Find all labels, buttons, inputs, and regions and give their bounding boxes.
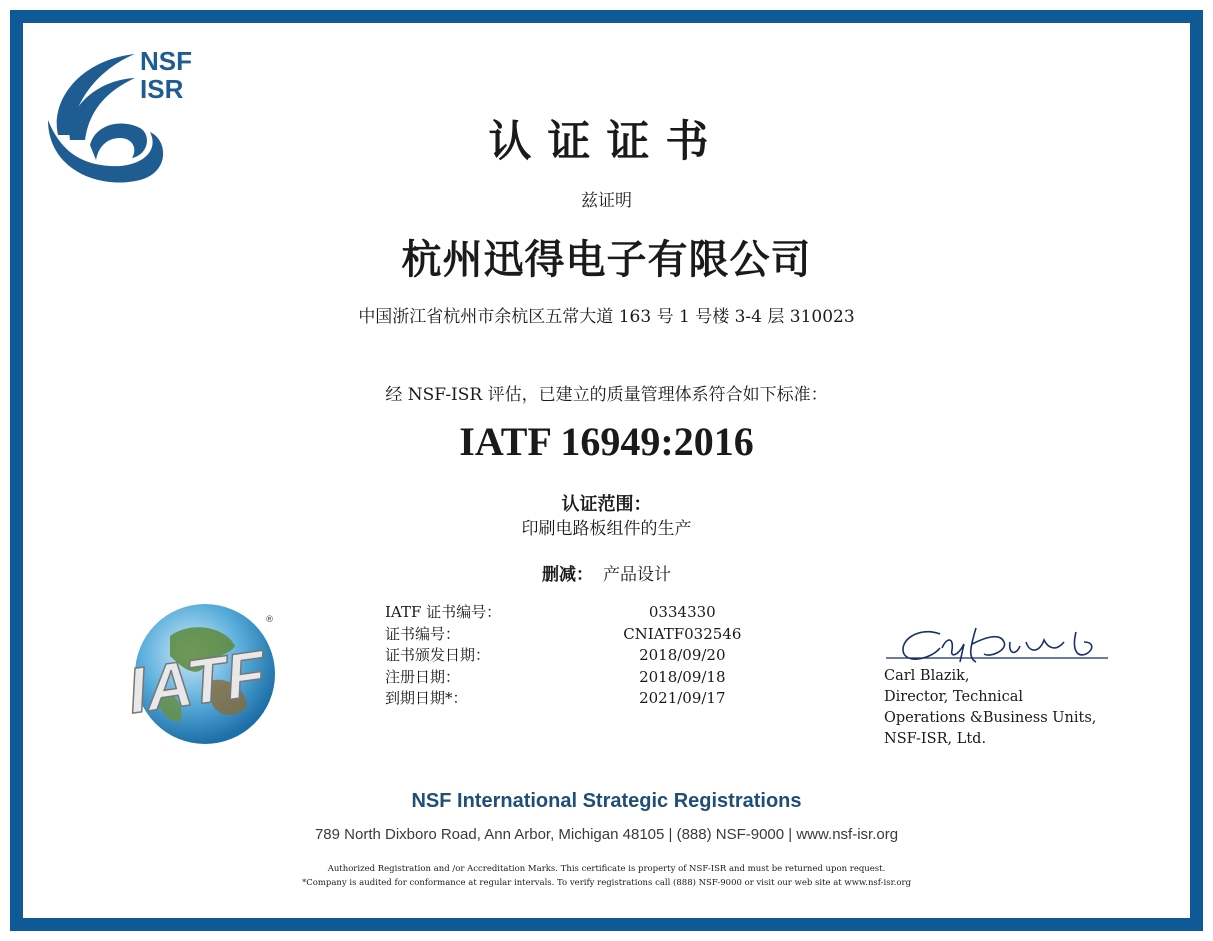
detail-row [385, 645, 815, 667]
detail-label: 到期日期*： [385, 689, 468, 707]
scope-value: 印刷电路板组件的生产 [521, 519, 692, 539]
assessment-statement: 经 NSF-ISR 评估，已建立的质量管理体系符合如下标准： [385, 385, 828, 405]
signer-block [884, 666, 1144, 750]
signer-name: Carl Blazik, [884, 668, 970, 684]
detail-row [385, 602, 815, 624]
detail-row [385, 624, 815, 646]
detail-value: 2021/09/17 [639, 689, 726, 707]
footer-org-address: 789 North Dixboro Road, Ann Arbor, Michigan 48105 | (888) NSF-9000 | www.nsf-isr.org [314, 826, 899, 843]
certificate-title: 认证证书 [488, 117, 725, 167]
detail-row [385, 688, 815, 710]
iatf-logo-text: IATF [123, 636, 270, 728]
certificate-details [385, 602, 815, 710]
footer-fine-print-2: *Company is audited for conformance at regular intervals. To verify registrations call (888) NSF-9000 or visit our web site at www.nsf-isr.org [301, 878, 912, 888]
detail-value: 2018/09/20 [639, 646, 726, 664]
exclusion-line [0, 560, 1213, 585]
hereby-text: 兹证明 [581, 191, 632, 211]
detail-label: 证书颁发日期： [385, 646, 491, 664]
detail-value: 2018/09/18 [639, 667, 726, 686]
nsf-logo-text: NSF [140, 46, 192, 76]
isr-logo-text: ISR [140, 74, 184, 104]
exclusion-value: 产品设计 [603, 565, 671, 585]
signer-org: NSF-ISR, Ltd. [884, 731, 987, 747]
iatf-logo [115, 596, 280, 751]
footer-fine-print-1: Authorized Registration and /or Accreditation Marks. This certificate is property of NSF-ISR and must be returned upon request. [327, 864, 886, 874]
detail-value: CNIATF032546 [623, 624, 742, 643]
detail-value: 0334330 [648, 603, 716, 621]
signer-title-1: Director, Technical [884, 689, 1023, 705]
detail-label: 证书编号： [385, 624, 461, 643]
detail-label: 注册日期： [385, 667, 461, 686]
signer-title-2: Operations &Business Units, [884, 710, 1097, 726]
standard-name: IATF 16949:2016 [459, 419, 754, 464]
exclusion-label: 删减： [542, 565, 593, 585]
scope-label: 认证范围： [561, 494, 652, 515]
footer-org-name: NSF International Strategic Registrations [411, 790, 802, 812]
detail-label: IATF 证书编号： [385, 603, 502, 621]
company-address: 中国浙江省杭州市余杭区五常大道 163 号 1 号楼 3-4 层 310023 [358, 307, 855, 327]
registered-mark: ® [265, 615, 274, 625]
detail-row [385, 667, 815, 689]
company-name: 杭州迅得电子有限公司 [401, 237, 812, 283]
